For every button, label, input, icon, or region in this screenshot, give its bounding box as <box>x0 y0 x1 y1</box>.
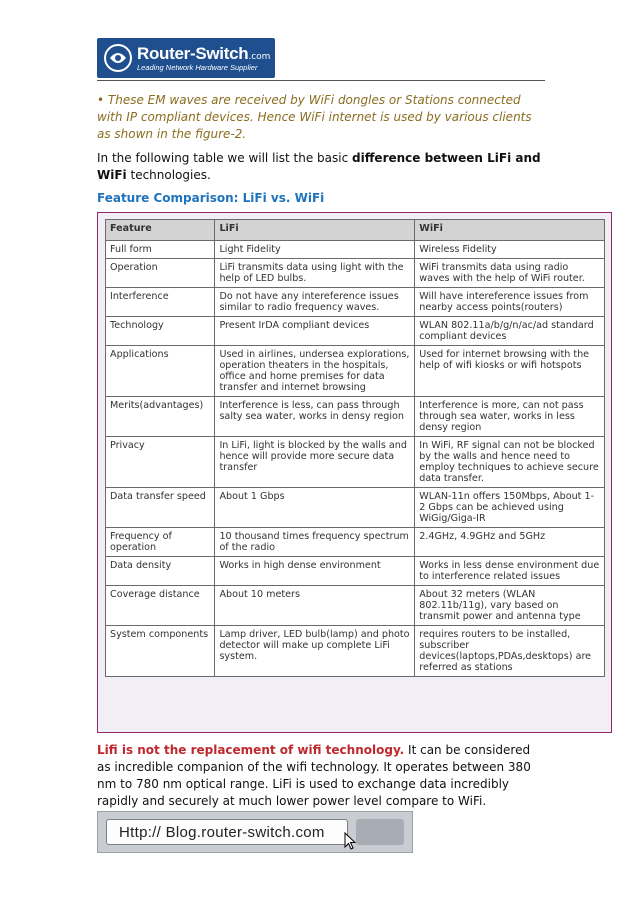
comparison-table-frame <box>97 212 612 733</box>
header-lifi: LiFi <box>215 220 415 241</box>
cell-lifi: Do not have any intereference issues similar to radio frequency waves. <box>215 288 415 317</box>
banner-url: Http:// Blog.router-switch.com <box>119 824 325 841</box>
site-logo <box>97 38 275 78</box>
intro-text-bold: difference between LiFi and WiFi <box>97 151 541 182</box>
cell-wifi: WiFi transmits data using radio waves with the help of WiFi router. <box>415 259 605 288</box>
final-text: It can be considered as incredible companion of the wifi technology. It operates between 380 nm to 780 nm optical range. LiFi is used to exchange data incredibly rapidly and securely at much lower power level compare to WiFi. <box>97 743 531 808</box>
table-row <box>106 488 605 528</box>
cell-feature: Full form <box>106 241 215 259</box>
table-row <box>106 259 605 288</box>
cell-lifi: LiFi transmits data using light with the help of LED bulbs. <box>215 259 415 288</box>
cell-feature: Merits(advantages) <box>106 397 215 437</box>
cell-feature: Operation <box>106 259 215 288</box>
cell-lifi: Used in airlines, undersea explorations, operation theaters in the hospitals, office and home premises for data transfer and internet browsing <box>215 346 415 397</box>
cell-lifi: Interference is less, can pass through salty sea water, works in densy region <box>215 397 415 437</box>
cell-lifi: Lamp driver, LED bulb(lamp) and photo detector will make up complete LiFi system. <box>215 626 415 677</box>
cell-lifi: Light Fidelity <box>215 241 415 259</box>
table-row <box>106 288 605 317</box>
intro-paragraph <box>97 150 545 184</box>
table-row <box>106 346 605 397</box>
address-bar <box>106 819 348 845</box>
table-row <box>106 241 605 259</box>
cell-lifi: 10 thousand times frequency spectrum of the radio <box>215 528 415 557</box>
table-row <box>106 528 605 557</box>
table-row <box>106 626 605 677</box>
cell-lifi: Works in high dense environment <box>215 557 415 586</box>
cell-feature: Privacy <box>106 437 215 488</box>
cell-wifi: WLAN-11n offers 150Mbps, About 1-2 Gbps can be achieved using WiGig/Giga-IR <box>415 488 605 528</box>
cell-wifi: Will have intereference issues from nearby access points(routers) <box>415 288 605 317</box>
cell-lifi: In LiFi, light is blocked by the walls and hence will provide more secure data transfer <box>215 437 415 488</box>
cell-wifi: Used for internet browsing with the help of wifi kiosks or wifi hotspots <box>415 346 605 397</box>
cell-wifi: WLAN 802.11a/b/g/n/ac/ad standard compliant devices <box>415 317 605 346</box>
intro-text-end: technologies. <box>126 168 211 182</box>
cell-wifi: requires routers to be installed, subscriber devices(laptops,PDAs,desktops) are referred as stations <box>415 626 605 677</box>
table-heading: Feature Comparison: LiFi vs. WiFi <box>97 191 325 205</box>
cell-feature: Data transfer speed <box>106 488 215 528</box>
final-paragraph <box>97 742 545 810</box>
banner-button <box>356 819 404 845</box>
cell-feature: Frequency of operation <box>106 528 215 557</box>
cell-wifi: Wireless Fidelity <box>415 241 605 259</box>
cell-wifi: 2.4GHz, 4.9GHz and 5GHz <box>415 528 605 557</box>
table-row <box>106 317 605 346</box>
blog-banner <box>97 811 413 853</box>
table-header-row <box>106 220 605 241</box>
intro-text-start: In the following table we will list the basic <box>97 151 352 165</box>
globe-icon <box>103 43 133 73</box>
logo-text <box>137 45 270 72</box>
table-row <box>106 437 605 488</box>
cell-lifi: About 10 meters <box>215 586 415 626</box>
cell-feature: Interference <box>106 288 215 317</box>
cell-feature: Coverage distance <box>106 586 215 626</box>
italic-paragraph: • These EM waves are received by WiFi dongles or Stations connected with IP compliant devices. Hence WiFi internet is used by various clients as shown in the figure-2. <box>97 93 532 141</box>
cell-feature: Applications <box>106 346 215 397</box>
logo-name: Router-Switch <box>137 43 249 63</box>
cell-wifi: Interference is more, can not pass through sea water, works in less densy region <box>415 397 605 437</box>
cell-wifi: About 32 meters (WLAN 802.11b/11g), vary based on transmit power and antenna type <box>415 586 605 626</box>
logo-domain: .com <box>248 51 271 62</box>
final-emphasis: Lifi is not the replacement of wifi technology. <box>97 743 405 757</box>
table-row <box>106 586 605 626</box>
header-divider <box>97 80 545 81</box>
cell-lifi: About 1 Gbps <box>215 488 415 528</box>
table-row <box>106 397 605 437</box>
cursor-icon <box>344 832 358 850</box>
cell-feature: Data density <box>106 557 215 586</box>
cell-feature: Technology <box>106 317 215 346</box>
header-wifi: WiFi <box>415 220 605 241</box>
cell-wifi: In WiFi, RF signal can not be blocked by the walls and hence need to employ techniques to achieve secure data transfer. <box>415 437 605 488</box>
logo-tagline: Leading Network Hardware Supplier <box>137 62 258 72</box>
cell-lifi: Present IrDA compliant devices <box>215 317 415 346</box>
comparison-table <box>105 219 605 677</box>
cell-wifi: Works in less dense environment due to interference related issues <box>415 557 605 586</box>
header-feature: Feature <box>106 220 215 241</box>
table-row <box>106 557 605 586</box>
cell-feature: System components <box>106 626 215 677</box>
